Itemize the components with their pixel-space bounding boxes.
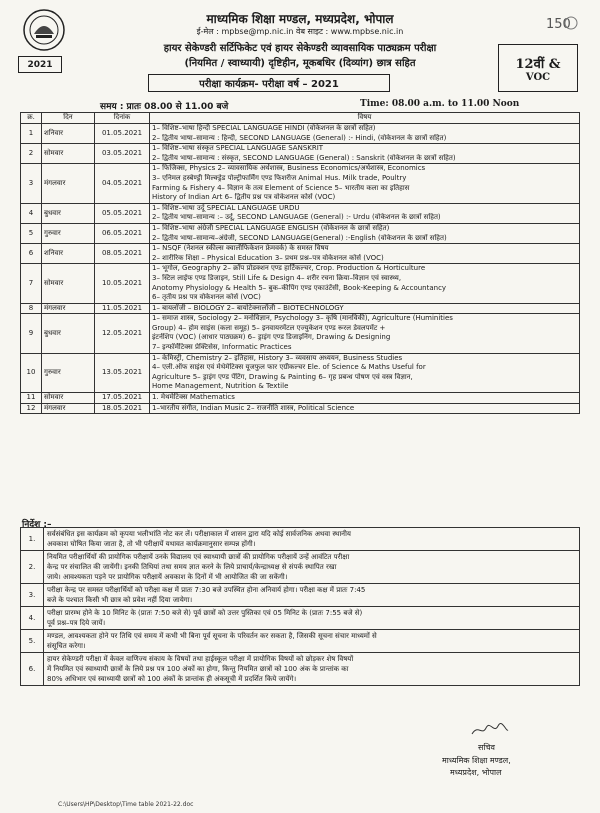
row-date: 11.05.2021 <box>95 303 150 314</box>
row-serial: 11 <box>21 393 42 404</box>
row-serial: 10 <box>21 353 42 392</box>
header-date: दिनांक <box>95 113 150 124</box>
subject-line: Group) 4– होम साइंस (कला समूह) 5– इनवायरमेंटल एज्युकेशन एण्ड रूरल डेवलपमेंट + <box>152 323 386 332</box>
row-day: मंगलवार <box>42 303 95 314</box>
instructions-table <box>20 527 580 686</box>
board-title: माध्यमिक शिक्षा मण्डल, मध्यप्रदेश, भोपाल <box>206 12 394 26</box>
row-date: 13.05.2021 <box>95 353 150 392</box>
table-row <box>21 223 580 243</box>
row-subjects <box>150 223 580 243</box>
subject-line: History of Indian Art 6– द्वितीय प्रश्न पत्र वोकेशनल कोर्स (VOC) <box>152 193 336 202</box>
row-serial: 7 <box>21 264 42 303</box>
instruction-number: 1. <box>21 528 44 551</box>
row-subjects <box>150 164 580 203</box>
row-date: 10.05.2021 <box>95 264 150 303</box>
row-serial: 1 <box>21 124 42 144</box>
row-subjects <box>150 264 580 303</box>
row-date: 12.05.2021 <box>95 314 150 353</box>
instruction-text <box>44 551 580 584</box>
subject-line: Farming & Fishery 4– विज्ञान के तत्व Element of Science 5– भारतीय कला का इतिहास <box>152 183 410 192</box>
row-serial: 12 <box>21 403 42 414</box>
class-box <box>498 44 578 92</box>
header-day: दिन <box>42 113 95 124</box>
instruction-row <box>21 607 580 630</box>
subject-line: 4– एली.ऑफ साइंस एवं मेथेमेटिक्स यूजफुल फार एग्रीकल्चर Ele. of Science & Maths Useful for <box>152 363 426 372</box>
row-subjects <box>150 403 580 414</box>
row-subjects <box>150 303 580 314</box>
instruction-line: 80% अधिभार एवं स्वाध्यायी छात्रों को 100 अंकों के प्रान्तांक ही अंकसूची में प्रदर्शित किये जायेंगे। <box>47 675 297 683</box>
instruction-number: 2. <box>21 551 44 584</box>
row-day: शनिवार <box>42 244 95 264</box>
instruction-text <box>44 630 580 653</box>
class-label: 12वीं & <box>515 56 561 72</box>
signature-mark <box>470 722 510 738</box>
row-date: 17.05.2021 <box>95 393 150 404</box>
row-day: सोमवार <box>42 393 95 404</box>
subject-line: 7– इन्फॉर्मेटिक्स प्रेक्टिसेस, Informatic Practices <box>152 343 292 352</box>
class-voc-label: VOC <box>525 71 551 83</box>
instruction-row <box>21 551 580 584</box>
subject-line: 1–भारतीय संगीत, Indian Music 2– राजनीति शास्त्र, Political Science <box>152 403 355 412</box>
row-subjects <box>150 124 580 144</box>
table-row <box>21 124 580 144</box>
instruction-line: बजे के पश्चात किसी भी छात्र को प्रवेश नहीं दिया जायेगा। <box>47 596 193 604</box>
row-subjects <box>150 144 580 164</box>
instruction-number: 5. <box>21 630 44 653</box>
row-date: 03.05.2021 <box>95 144 150 164</box>
row-subjects <box>150 203 580 223</box>
row-date: 06.05.2021 <box>95 223 150 243</box>
row-date: 04.05.2021 <box>95 164 150 203</box>
instructions-heading: निर्देश :– <box>22 520 52 530</box>
table-row <box>21 244 580 264</box>
timetable-body <box>21 124 580 414</box>
instruction-number: 3. <box>21 584 44 607</box>
instruction-row <box>21 528 580 551</box>
table-row <box>21 264 580 303</box>
instruction-line: जाये। आवश्यकता पड़ने पर प्रायोगिक परीक्षायें अवकाश के दिनों में भी आयोजित की जा सकेंगी। <box>47 573 288 581</box>
row-serial: 8 <box>21 303 42 314</box>
instruction-text <box>44 607 580 630</box>
table-row <box>21 353 580 392</box>
subject-line: 1– समाज शास्त्र, Sociology 2– मनोविज्ञान, Psychology 3– कृषि (मानविकी), Agriculture (Huminities <box>152 314 453 323</box>
instruction-row <box>21 584 580 607</box>
row-day: गुरुवार <box>42 353 95 392</box>
header-sn: क्र. <box>21 113 42 124</box>
row-subjects <box>150 314 580 353</box>
subject-line: 1– विशिष्ट–भाषा अंग्रेजी SPECIAL LANGUAGE ENGLISH (वोकेशनल के छात्रों सहित) <box>152 223 390 232</box>
subject-line: 1– भूगोल, Geography 2– क्रॉप प्रोडक्शन एण्ड हार्टिकल्चर, Crop. Production & Horticulture <box>152 264 426 273</box>
instruction-line: मण्डल, आवश्यकता होने पर तिथि एवं समय में कभी भी बिना पूर्व सूचना के परिवर्तन कर सकता है, जिसकी सूचना संचार माध्यमों से <box>47 632 377 640</box>
subject-line: 1. मेथमेटिक्स Mathematics <box>152 393 235 402</box>
signatory-title: सचिव <box>478 743 496 752</box>
subject-line: 1– NSQF (नेशनल स्कील्स क्वालीफिकेशन फ्रेमवर्क) के समस्त विषय <box>152 244 329 253</box>
time-english: Time: 08.00 a.m. to 11.00 Noon <box>360 99 520 109</box>
instruction-line: केन्द्र पर संचालित की जायेंगी। इनकी तिथियां तथा समय ज्ञात करने के लिये प्राचार्य/केन्द्राध्यक्ष से संपर्क स्थापित रखा <box>47 563 337 571</box>
row-date: 01.05.2021 <box>95 124 150 144</box>
instructions-body <box>21 528 580 686</box>
exam-title-line2: (नियमित / स्वाध्यायी) दृष्टिहीन, मूकबधिर (दिव्यांग) छात्र सहित <box>184 58 416 69</box>
exam-title-line1: हायर सेकेण्डरी सर्टिफिकेट एवं हायर सेकेण्डरी व्यावसायिक पाठ्यक्रम परीक्षा <box>163 43 437 54</box>
row-day: सोमवार <box>42 264 95 303</box>
header-subject: विषय <box>150 113 580 124</box>
instruction-line: नियमित परीक्षार्थियों की प्रायोगिक परीक्षायें उनके विद्यालय एवं स्वाध्यायी छात्रों की प्रायोगिक परीक्षायें उन्हें आवंटित परीक्षा <box>47 553 350 561</box>
instruction-line: में नियमित एवं स्वाध्यायी छात्रों के लिये प्रश्न पत्र 100 अंकों का होगा, किन्तु नियमित छात्रों को 100 अंक के प्रान्तांक का <box>47 665 349 673</box>
instruction-row <box>21 630 580 653</box>
row-serial: 2 <box>21 144 42 164</box>
subject-line: इंटर्नशिप (VOC) (आधार पाठ्यक्रम) 6– ड्राइंग एण्ड डिजाइनिंग, Drawing & Designing <box>152 333 391 342</box>
table-row <box>21 303 580 314</box>
subject-line: 2– शारीरिक शिक्षा – Physical Education 3– प्रथम प्रश्न–पत्र वोकेशनल कोर्स (VOC) <box>152 253 384 262</box>
row-date: 08.05.2021 <box>95 244 150 264</box>
row-serial: 6 <box>21 244 42 264</box>
subject-line: 1– विशिष्ट–भाषा उर्दू SPECIAL LANGUAGE URDU <box>152 203 300 212</box>
row-serial: 5 <box>21 223 42 243</box>
subject-line: 2– द्वितीय भाषा–सामान्य :– उर्दू, SECOND LANGUAGE (General) :- Urdu (वोकेशनल के छात्रों सहित) <box>152 213 441 222</box>
instruction-line: हायर सेकेण्डरी परीक्षा में केवल वाणिज्य संकाय के विषयों तथा हाईस्कूल परीक्षा में प्रायोगिक विषयों को छोड़कर शेष विषयों <box>47 655 354 663</box>
signatory-line3: मध्यप्रदेश, भोपाल <box>450 768 502 777</box>
instruction-text <box>44 528 580 551</box>
instruction-line: परीक्षा केन्द्र पर समस्त परीक्षार्थियों को परीक्षा कक्ष में प्रातः 7:30 बजे उपस्थित होना अनिवार्य होगा। परीक्षा कक्ष में प्रातः 7:45 <box>47 586 366 594</box>
subject-line: Agriculture 5– ड्राइंग एण्ड पेंटिंग, Drawing & Painting 6– गृह प्रबन्ध पोषण एवं वस्त्र विज्ञान, <box>152 372 413 381</box>
subject-line: 1– विशिष्ट–भाषा संस्कृत SPECIAL LANGUAGE SANSKRIT <box>152 144 324 153</box>
row-serial: 4 <box>21 203 42 223</box>
subject-line: 2– द्वितीय भाषा–सामान्य : संस्कृत, SECOND LANGUAGE (General) : Sanskrit (वोकेशनल के छात्रों सहित) <box>152 153 456 162</box>
row-day: मंगलवार <box>42 403 95 414</box>
subject-line: 1– विशिष्ट–भाषा हिन्दी SPECIAL LANGUAGE HINDI (वोकेशनल के छात्रों सहित) <box>152 124 376 132</box>
instruction-line: पूर्व प्रश्न–पत्र दिये जायें। <box>47 619 106 627</box>
subject-line: 6– तृतीय प्रश्न पत्र वोकेशनल कोर्स (VOC) <box>152 293 261 302</box>
row-day: बुधवार <box>42 314 95 353</box>
subject-line: 1– फिजिक्स, Physics 2– व्यावसायिक अर्थशास्त्र, Business Economics/अर्थशास्त्र, Economics <box>152 164 426 173</box>
row-subjects <box>150 353 580 392</box>
subject-line: 2– द्वितीय भाषा–सामान्य–अंग्रेजी, SECOND LANGUAGE(General) :-English (वोकेशनल के छात्रों सहित) <box>152 233 447 242</box>
timetable-header-row <box>21 113 580 124</box>
year-box: 2021 <box>18 56 62 73</box>
table-row <box>21 144 580 164</box>
subject-line: Anotomy Physiology & Health 5– बुक–कीपिंग एण्ड एकाउंटेंसी, Book-Keeping & Accountancy <box>152 283 447 292</box>
row-day: बुधवार <box>42 203 95 223</box>
subject-line: Home Management, Nutrition & Textile <box>152 382 289 391</box>
subject-line: 3– एनिमल हस्बेण्ड्री मिल्क्ड्रेड पोल्ट्रीफार्मिंग एण्ड फिशरीज Animal Hus. Milk trade, Poultry <box>152 173 407 182</box>
row-subjects <box>150 393 580 404</box>
row-date: 18.05.2021 <box>95 403 150 414</box>
timetable <box>20 112 580 414</box>
time-hindi: समय : प्रातः 08.00 से 11.00 बजे <box>100 102 229 112</box>
instruction-text <box>44 584 580 607</box>
row-day: शनिवार <box>42 124 95 144</box>
table-row <box>21 314 580 353</box>
subject-line: 2– द्वितीय भाषा–सामान्य : हिन्दी, SECOND LANGUAGE (General) :- Hindi, (वोकेशनल के छात्रों सहित) <box>152 133 447 142</box>
instruction-line: संसूचित करेगा। <box>47 642 86 650</box>
contact-line: ई-मेल : mpbse@mp.nic.in वेब साइट : www.mpbse.nic.in <box>196 27 404 36</box>
row-day: सोमवार <box>42 144 95 164</box>
instruction-line: परीक्षा प्रारम्भ होने के 10 मिनिट के (प्रातः 7:50 बजे से) पूर्व छात्रों को उत्तर पुस्तिका एवं 05 मिनिट के (प्रातः 7:55 बजे से) <box>47 609 363 617</box>
subject-line: 1– बायलॉजी – BIOLOGY 2– बायोटेक्नालॉजी – BIOTECHNOLOGY <box>152 303 344 312</box>
file-path-footer: C:\Users\HP\Desktop\Time table 2021-22.doc <box>58 801 194 808</box>
instruction-number: 6. <box>21 653 44 686</box>
table-row <box>21 203 580 223</box>
instruction-line: सर्वसंबंधित इस कार्यक्रम को कृपया भलीभांति नोट कर लें। परीक्षाकाल में शासन द्वारा यदि कोई सार्वजनिक अथवा स्थानीय <box>47 530 351 538</box>
row-date: 05.05.2021 <box>95 203 150 223</box>
instruction-number: 4. <box>21 607 44 630</box>
instruction-line: अवकाश घोषित किया जाता है, तो भी परीक्षायें यथावत कार्यक्रमानुसार सम्पन्न होंगी। <box>47 540 256 548</box>
table-row <box>21 403 580 414</box>
row-serial: 9 <box>21 314 42 353</box>
row-day: मंगलवार <box>42 164 95 203</box>
row-serial: 3 <box>21 164 42 203</box>
svg-text:150: 150 <box>546 17 571 32</box>
row-day: गुरुवार <box>42 223 95 243</box>
signatory-line2: माध्यमिक शिक्षा मण्डल, <box>442 756 511 765</box>
row-subjects <box>150 244 580 264</box>
table-row <box>21 164 580 203</box>
table-row <box>21 393 580 404</box>
instruction-row <box>21 653 580 686</box>
instruction-text <box>44 653 580 686</box>
subject-line: 3– स्टिल लाईफ एण्ड डिजाइन, Still Life & Design 4– शरीर रचना क्रिया–विज्ञान एवं स्वास्थ्य, <box>152 273 402 282</box>
subject-line: 1– केमिस्ट्री, Chemistry 2– इतिहास, History 3– व्यवसाय अध्ययन, Business Studies <box>152 353 403 362</box>
exam-schedule-box: परीक्षा कार्यक्रम- परीक्षा वर्ष – 2021 <box>148 74 390 92</box>
